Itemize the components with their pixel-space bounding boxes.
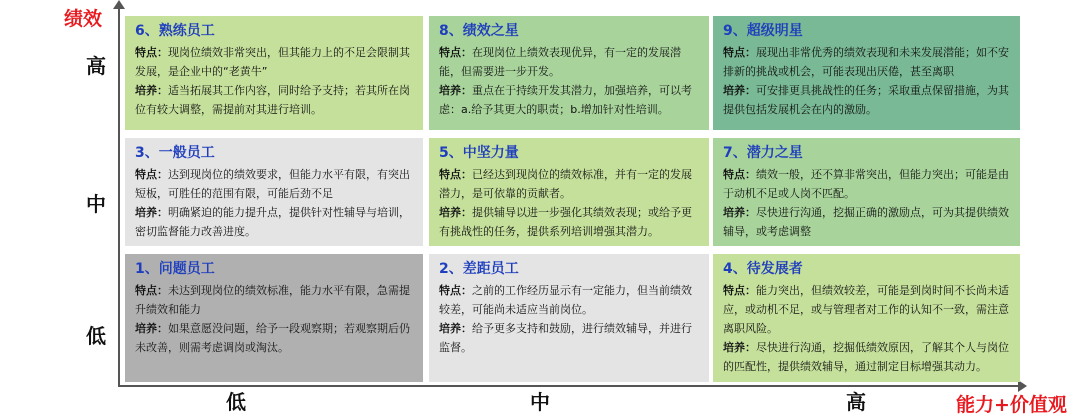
cell-training: [723, 338, 1010, 376]
x-level-mid: 中: [530, 390, 550, 414]
feature-text: 之前的工作经历显示有一定能力，但当前绩效较差，可能尚未适应当前岗位。: [439, 284, 692, 316]
feature-text: 绩效一般，还不算非常突出，但能力突出；可能是由于动机不足或人岗不匹配。: [723, 168, 1009, 200]
training-text: 给予更多支持和鼓励，进行绩效辅导，并进行监督。: [439, 322, 692, 354]
feature-label: 特点：: [439, 46, 472, 59]
feature-text: 能力突出，但绩效较差，可能是到岗时间不长尚未适应，或动机不足，或与管理者对工作的认知不一致，需注意离职风险。: [723, 284, 1009, 335]
feature-label: 特点：: [439, 284, 472, 297]
cell-feature: [439, 165, 699, 203]
cell-training: [439, 81, 699, 119]
cell-feature: [723, 165, 1010, 203]
feature-label: 特点：: [135, 168, 168, 181]
feature-label: 特点：: [439, 168, 472, 181]
cell-average-employee: [125, 138, 423, 246]
feature-text: 未达到现岗位的绩效标准，能力水平有限，急需提升绩效和能力: [135, 284, 410, 316]
cell-feature: [135, 165, 413, 203]
cell-potential-star: [713, 138, 1020, 246]
training-text: 尽快进行沟通，挖掘正确的激励点，可为其提供绩效辅导，或考虑调整: [723, 206, 1009, 238]
cell-title: 6、熟练员工: [135, 23, 215, 39]
feature-text: 已经达到现岗位的绩效标准，并有一定的发展潜力，是可依靠的贡献者。: [439, 168, 692, 200]
feature-label: 特点：: [723, 168, 756, 181]
cell-training: [723, 203, 1010, 241]
cell-title: 8、绩效之星: [439, 23, 519, 39]
cell-title: 3、一般员工: [135, 145, 215, 161]
cell-feature: [723, 43, 1010, 81]
y-level-mid: 中: [86, 192, 106, 216]
y-level-high: 高: [86, 54, 106, 78]
training-label: 培养：: [723, 206, 756, 219]
cell-feature: [135, 281, 413, 319]
cell-title: 1、问题员工: [135, 261, 215, 277]
training-text: 如果意愿没问题，给予一段观察期；若观察期后仍未改善，则需考虑调岗或淘汰。: [135, 322, 410, 354]
training-text: 提供辅导以进一步强化其绩效表现；或给予更有挑战性的任务，提供系列培训增强其潜力。: [439, 206, 692, 238]
cell-title: 5、中坚力量: [439, 145, 519, 161]
feature-text: 达到现岗位的绩效要求，但能力水平有限，有突出短板，可胜任的范围有限，可能后劲不足: [135, 168, 410, 200]
cell-training: [135, 319, 413, 357]
cell-title: 4、待发展者: [723, 261, 803, 277]
cell-feature: [135, 43, 413, 81]
training-text: 重点在于持续开发其潜力，加强培养，可以考虑：a.给予其更大的职责；b.增加针对性培训。: [439, 84, 692, 116]
cell-gap-employee: [429, 254, 709, 382]
y-axis-line: [118, 6, 120, 386]
training-label: 培养：: [439, 322, 472, 335]
feature-text: 现岗位绩效非常突出，但其能力上的不足会限制其发展，是企业中的“老黄牛”: [135, 46, 410, 78]
cell-problem-employee: [125, 254, 423, 382]
cell-training: [439, 319, 699, 357]
feature-label: 特点：: [723, 284, 756, 297]
cell-super-star: [713, 16, 1020, 130]
cell-training: [135, 81, 413, 119]
cell-training: [723, 81, 1010, 119]
training-text: 可安排更具挑战性的任务；采取重点保留措施，为其提供包括发展机会在内的激励。: [723, 84, 1009, 116]
cell-title: 7、潜力之星: [723, 145, 803, 161]
training-text: 适当拓展其工作内容，同时给予支持；若其所在岗位有较大调整，需提前对其进行培训。: [135, 84, 410, 116]
cell-feature: [439, 43, 699, 81]
training-label: 培养：: [135, 84, 168, 97]
training-label: 培养：: [135, 206, 168, 219]
training-label: 培养：: [723, 84, 756, 97]
x-level-high: 高: [846, 390, 866, 414]
cell-backbone: [429, 138, 709, 246]
cell-feature: [723, 281, 1010, 338]
feature-label: 特点：: [135, 46, 168, 59]
cell-title: 9、超级明星: [723, 23, 803, 39]
cell-to-be-developed: [713, 254, 1020, 382]
cell-feature: [439, 281, 699, 319]
training-label: 培养：: [439, 206, 472, 219]
cell-title: 2、差距员工: [439, 261, 519, 277]
x-axis-line: [118, 385, 1020, 387]
training-text: 尽快进行沟通，挖掘低绩效原因，了解其个人与岗位的匹配性，提供绩效辅导，通过制定目标增强其动力。: [723, 341, 1009, 373]
training-text: 明确紧迫的能力提升点，提供针对性辅导与培训，密切监督能力改善进度。: [135, 206, 410, 238]
y-axis-title: 绩效: [64, 8, 103, 30]
training-label: 培养：: [723, 341, 756, 354]
y-level-low: 低: [86, 324, 106, 348]
x-axis-title: 能力+价值观: [956, 394, 1067, 416]
training-label: 培养：: [439, 84, 472, 97]
cell-performance-star: [429, 16, 709, 130]
cell-training: [439, 203, 699, 241]
x-level-low: 低: [226, 390, 246, 414]
feature-text: 展现出非常优秀的绩效表现和未来发展潜能；如不安排新的挑战或机会，可能表现出厌倦，甚至离职: [723, 46, 1009, 78]
feature-label: 特点：: [723, 46, 756, 59]
training-label: 培养：: [135, 322, 168, 335]
cell-skilled-employee: [125, 16, 423, 130]
feature-label: 特点：: [135, 284, 168, 297]
y-axis-arrow-icon: [113, 0, 125, 9]
feature-text: 在现岗位上绩效表现优异，有一定的发展潜能，但需要进一步开发。: [439, 46, 681, 78]
cell-training: [135, 203, 413, 241]
